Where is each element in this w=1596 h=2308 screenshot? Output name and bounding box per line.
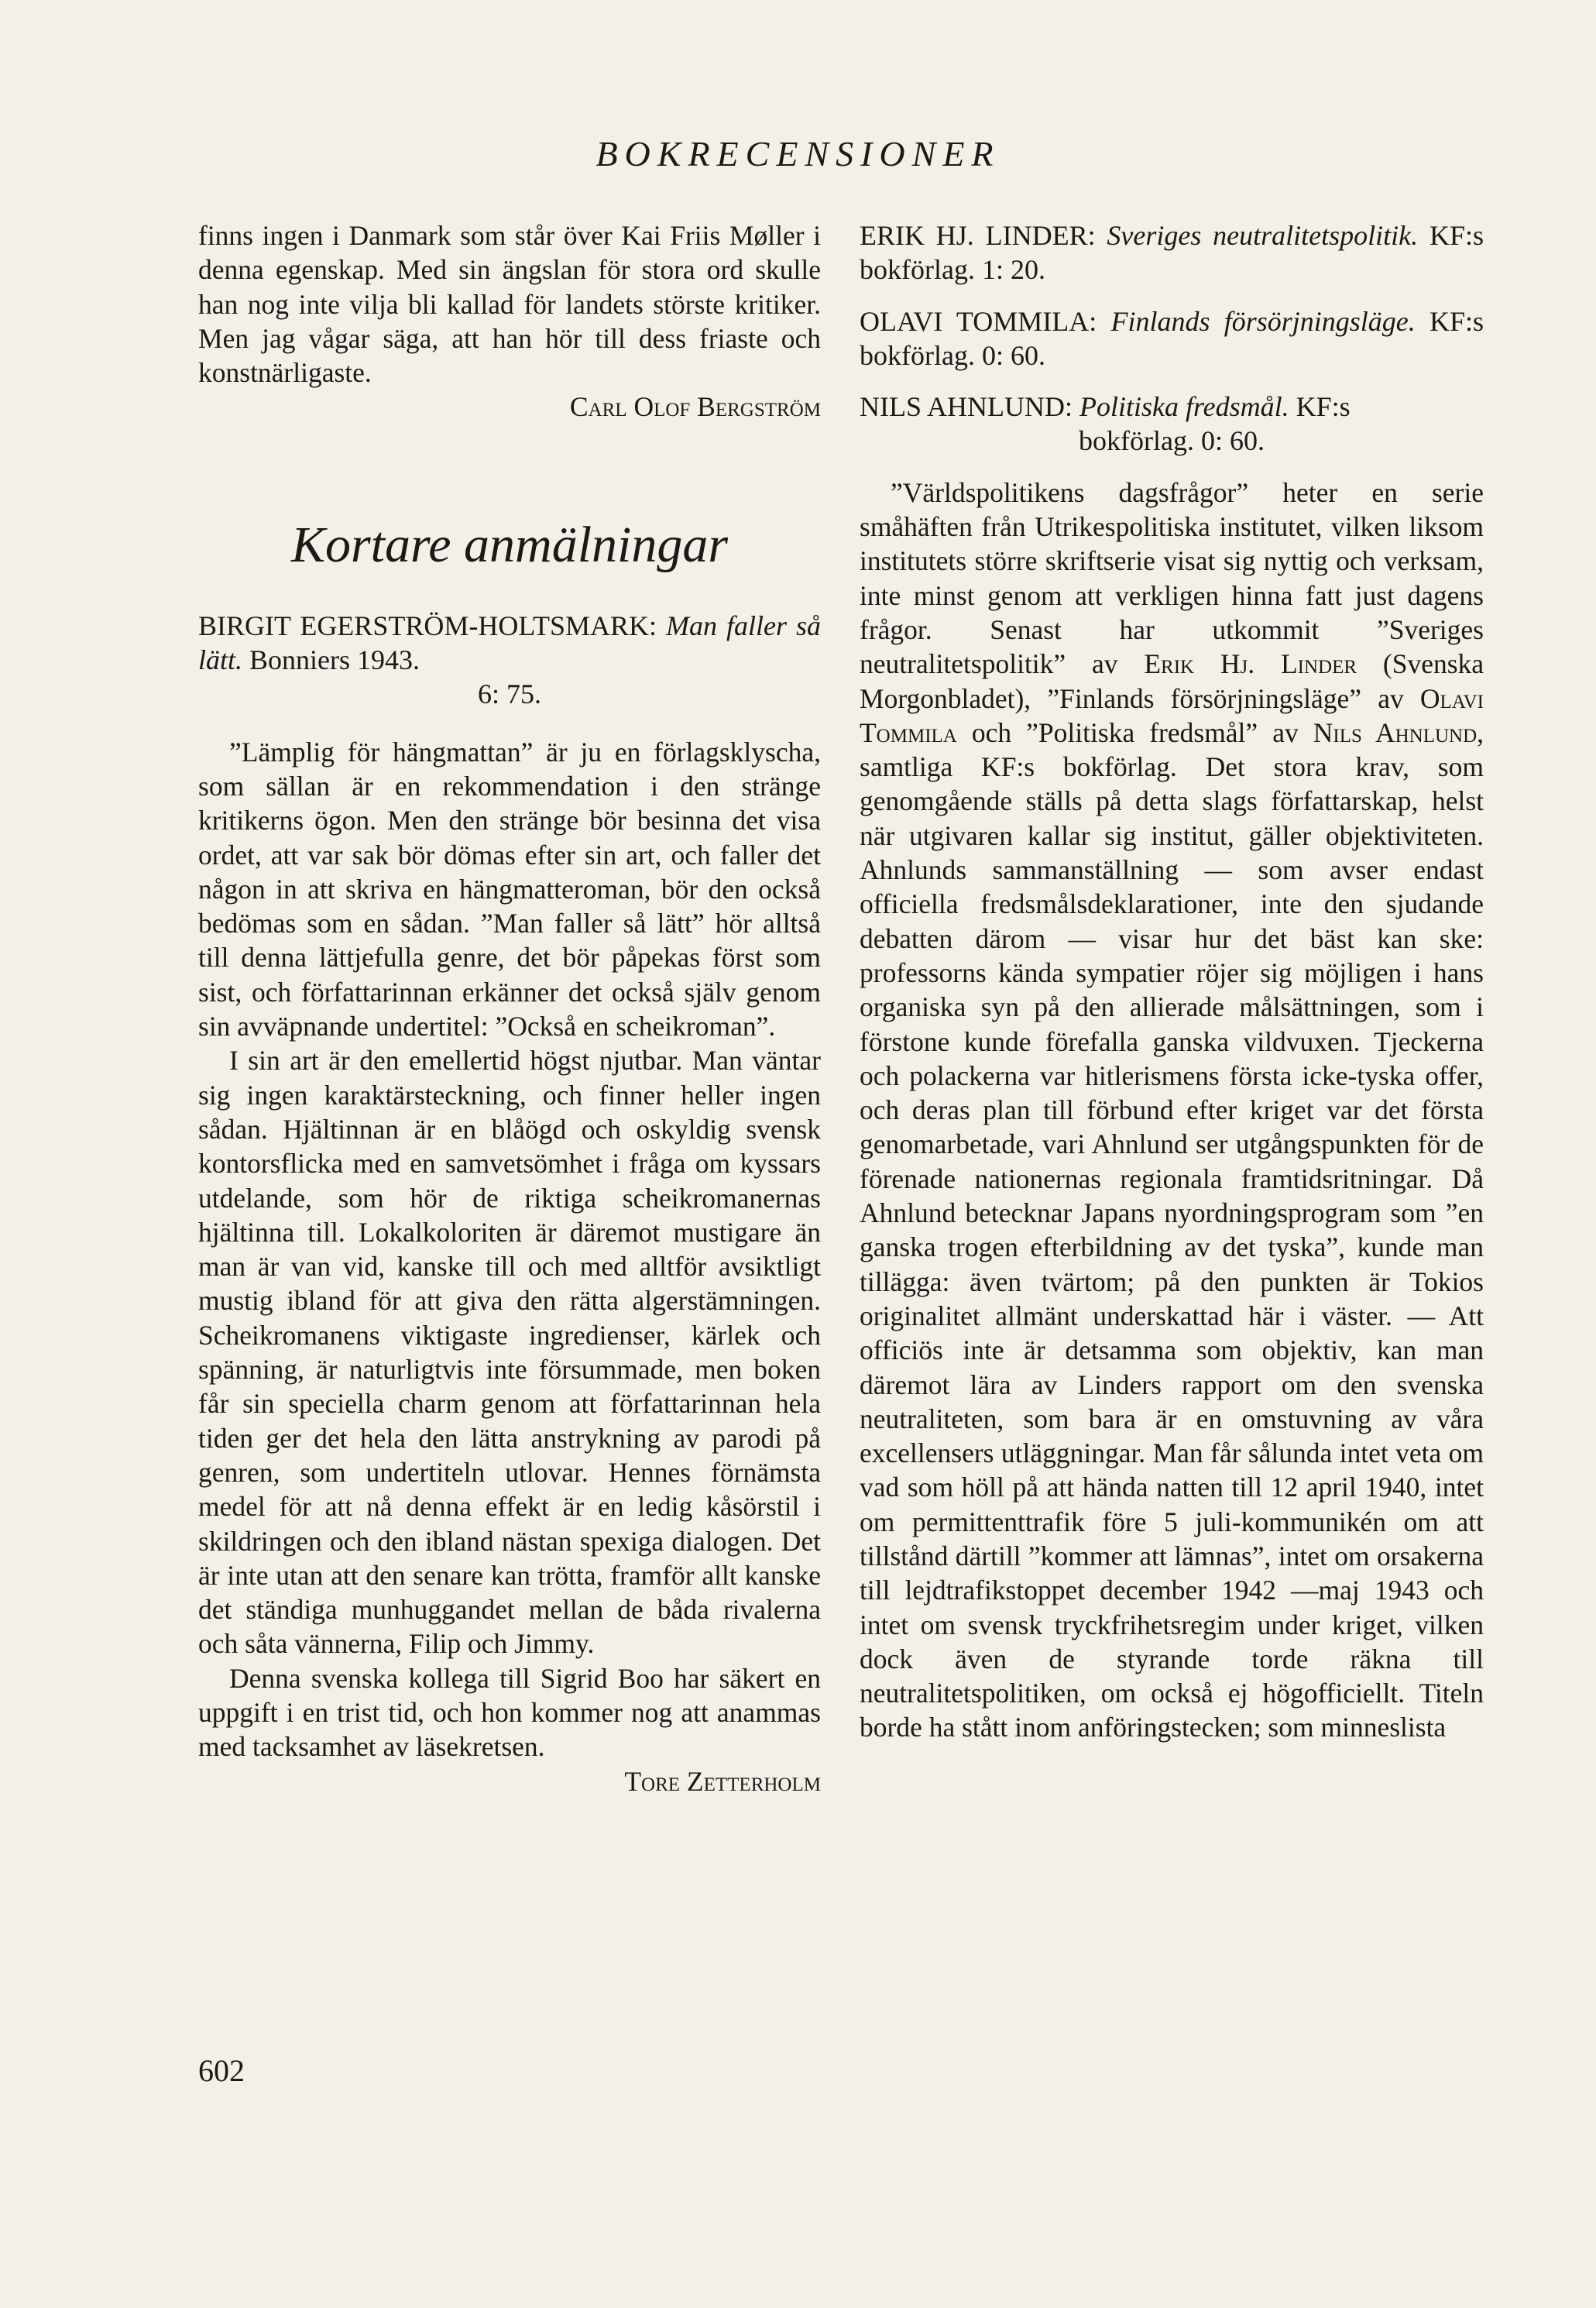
book-publisher-cont: bokförlag. 0: 60. xyxy=(1079,425,1265,457)
book-publisher: Bonniers 1943. xyxy=(249,644,420,676)
book-publisher: KF:s xyxy=(1296,391,1351,423)
running-head: BOKRECENSIONER xyxy=(595,134,1001,173)
author-name: Nils Ahnlund xyxy=(1313,716,1478,748)
book-author: NILS AHNLUND: xyxy=(860,391,1073,423)
book-author: OLAVI TOMMILA: xyxy=(860,305,1097,337)
book-title: Politiska fredsmål. xyxy=(1079,391,1289,423)
review-paragraph xyxy=(860,476,1484,1745)
book-title: Sveriges neutralitetspolitik. xyxy=(1107,220,1419,251)
page-number: 602 xyxy=(198,2053,245,2088)
review-end-text: finns ingen i Danmark som står över Kai Friis Møller i denna egenskap. Med sin ängslan för stora ord skulle han nog inte vilja bli kallad för landets störste kritiker. Men jag vågar säga, att han hör till dess friaste och konstnärligaste. xyxy=(198,220,821,389)
review-paragraph: ”Lämplig för hängmattan” är ju en förlagsklyscha, som sällan är en rekommendation i den stränge kritikerns ögon. Men den stränge bör besinna det visa ordet, att var sak bör dömas efter sin art, och faller det någon in att skriva en hängmatteroman, bör den också bedömas som en sådan. ”Man faller så lätt” hör alltså till denna lättjefulla genre, det bör påpekas först som sist, och författarinnan erkänner det också själv genom sin avväpnande undertitel: ”Också en scheikroman”. xyxy=(198,736,821,1042)
book-entry xyxy=(860,390,1484,459)
book-publisher: KF:s bokförlag. 0: 60. xyxy=(860,305,1484,371)
right-column xyxy=(860,218,1484,1745)
left-column xyxy=(198,218,821,1798)
book-entry xyxy=(198,609,821,712)
review-signature-row xyxy=(198,1764,821,1798)
book-title: Finlands försörjningsläge. xyxy=(1110,305,1416,337)
review-last-paragraph: Denna svenska kollega till Sigrid Boo har säkert en uppgift i en trist tid, och hon kommer nog att anammas med tacksamhet av läsekretsen. xyxy=(198,1662,821,1763)
section-title: Kortare anmälningar xyxy=(290,516,729,573)
book-author: ERIK HJ. LINDER: xyxy=(860,220,1096,251)
book-publisher: KF:s bokförlag. 1: 20. xyxy=(860,220,1484,286)
review-signature: Tore Zetterholm xyxy=(624,1765,821,1797)
author-name: Olavi Tommila xyxy=(860,682,1484,748)
review-text: , samtliga KF:s bokförlag. Det stora krav, som genomgående ställs på detta slags författarskap, helst när utgivaren kallar sig institut, gäller objektiviteten. Ahnlunds sammanställning — som avser endast officiella fredsmålsdeklarationer, inte den sjudande debatten därom — visar hur det bäst kan ske: professorns kända sympatier röjer sig möjligen i hans organiska syn på den allierade målsättningen, som i förstone kunde förefalla ganska vildvuxen. Tjeckerna och polackerna var hitlerismens första icke-tyska offer, och deras plan till förbund efter kriget var det första genomarbetade, vari Ahnlund ser utgångspunkten för de förenade nationernas regionala framtidsritningar. Då Ahnlund betecknar Japans nyordningsprogram som ”en ganska trogen efterbildning av det tyska”, kunde man tillägga: även tvärtom; på den punkten är Tokios originalitet allmänt underskattad här i väster. — Att officiös inte är detsamma som objektiv, kan man däremot lära av Linders rapport om den svenska neutraliteten, som bara är en omstuvning av våra excellensers utläggningar. Man får sålunda intet veta om vad som höll på att hända natten till 12 april 1940, intet om permittenttrafik före 5 juli-kommunikén om att tillstånd därtill ”kommer att lämnas”, intet om orsakerna till lejdtrafikstoppet december 1942 —maj 1943 och intet om svensk tryckfrihetsregim under kriget, vilken dock även de styrande torde räkna till neutralitetspolitiken, om också ej högofficiellt. Titeln borde ha stått inom anföringstecken; som minneslista xyxy=(860,716,1484,1743)
book-entry xyxy=(860,218,1484,287)
review-text: ”Världspolitikens dagsfrågor” heter en serie småhäften från Utrikespolitiska institutet, vilken liksom institutets större skriftserie visat sig nyttig och verksam, inte minst genom att verkligen hinna fatt just dagens frågor. Senast har utkommit ”Sveriges neutralitetspolitik” av xyxy=(860,476,1484,680)
review-end-signature-row xyxy=(198,390,821,424)
book-list xyxy=(860,218,1484,459)
review-text: (Svenska Morgonbladet), ”Finlands försörjningsläge” av xyxy=(860,648,1484,714)
book-title: Man faller så lätt. xyxy=(198,610,821,676)
book-author: BIRGIT EGERSTRÖM-HOLTSMARK: xyxy=(198,610,657,641)
book-price: 6: 75. xyxy=(477,678,541,710)
review-paragraph: I sin art är den emellertid högst njutbar. Man väntar sig ingen karaktärsteckning, och finner heller ingen sådan. Hjältinnan är en blåögd och oskyldig svensk kontorsflicka med en samvetsömhet i fråga om kyssars utdelande, som hör de riktiga scheikromanernas hjältinna till. Lokalkoloriten är däremot mustigare än man är van vid, kanske till och med alltför avsiktligt mustig ibland för att giva den rätta algerstämningen. Scheikromanens viktigaste ingredienser, kärlek och spänning, är naturligtvis inte försummade, men boken får sin speciella charm genom att författarinnan hela tiden ger det hela den lätta anstrykning av parodi på genren, som undertiteln utlovar. Hennes förnämsta medel för att nå denna effekt är en ledig kåsörstil i skildringen och den ibland nästan spexiga dialogen. Det är inte utan att den senare kan trötta, framför allt kanske det ständiga munhuggandet mellan de båda rivalerna och såta vännerna, Filip och Jimmy. xyxy=(198,1045,821,1660)
review-text: och ”Politiska fredsmål” av xyxy=(971,716,1299,748)
book-entry xyxy=(860,304,1484,373)
review-end-signature: Carl Olof Bergström xyxy=(569,391,821,423)
author-name: Erik Hj. Linder xyxy=(1144,648,1357,680)
